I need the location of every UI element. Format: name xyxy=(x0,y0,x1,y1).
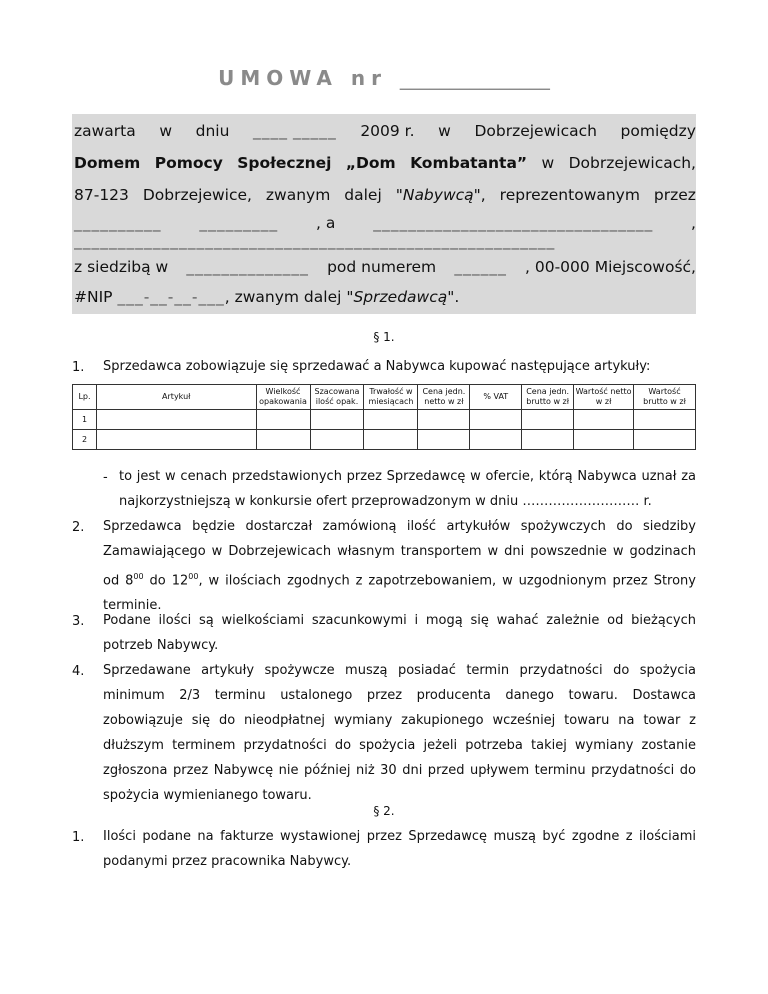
word: Dobrzejewice, xyxy=(142,186,252,204)
buyer-term: Nabywcą xyxy=(402,186,474,204)
word: zawarta xyxy=(74,122,136,140)
date-blank-2: _____ xyxy=(292,122,337,140)
nip-blank: ___-__-__-___ xyxy=(117,288,225,306)
nip-label: #NIP xyxy=(74,288,113,306)
buyer-name-part: Pomocy xyxy=(154,154,223,172)
paragraph-1: Sprzedawca zobowiązuje się sprzedawać a Nabywca kupować następujące artykuły: xyxy=(103,359,651,374)
header-cell: Wartość brutto w zł xyxy=(634,385,696,410)
header-cell: Cena jedn. netto w zł xyxy=(418,385,470,410)
table-row xyxy=(73,430,696,450)
table-cell[interactable] xyxy=(470,430,522,450)
item-number: 2. xyxy=(72,520,85,535)
place: Dobrzejewicach xyxy=(474,122,597,140)
table-cell[interactable] xyxy=(364,430,418,450)
seller-name-blank-cont: _______________________________________________________ xyxy=(74,232,556,250)
table-cell[interactable] xyxy=(96,430,256,450)
header-cell: Cena jedn. brutto w zł xyxy=(522,385,574,410)
representative-blank-1: __________ xyxy=(74,214,162,232)
word: 87-123 xyxy=(74,186,129,204)
table-row xyxy=(73,410,696,430)
table-cell[interactable] xyxy=(522,410,574,430)
buyer-name-part: Społecznej xyxy=(237,154,332,172)
table-cell[interactable] xyxy=(470,410,522,430)
word: , 00-000 Miejscowość, xyxy=(525,258,696,276)
table-cell[interactable] xyxy=(418,430,470,450)
text: Sprzedawca będzie dostarczał zamówioną ilość artykułów spożywczych do siedziby Zamawiającego w Dobrzejewicach własnym transportem w dni powszednie w godzinach od 8 xyxy=(103,519,696,589)
section-1-heading: § 1. xyxy=(373,330,395,344)
word: , a xyxy=(315,214,336,232)
table-cell[interactable] xyxy=(310,430,364,450)
item-number: 4. xyxy=(72,664,85,679)
word: przez xyxy=(653,186,696,204)
word: z siedzibą w xyxy=(74,258,169,276)
word: zwanym xyxy=(265,186,331,204)
item-number: 1. xyxy=(72,360,85,375)
table-cell[interactable] xyxy=(310,410,364,430)
document-title xyxy=(0,66,768,90)
word: dalej xyxy=(344,186,382,204)
word: reprezentowanym xyxy=(499,186,640,204)
buyer-name-part: „Dom xyxy=(345,154,396,172)
table-cell[interactable] xyxy=(574,410,634,430)
seat-blank: ______________ xyxy=(186,258,309,276)
table-cell[interactable] xyxy=(364,410,418,430)
header-line-1 xyxy=(74,122,696,140)
header-line-3 xyxy=(74,186,696,204)
representative-blank-2: _________ xyxy=(199,214,279,232)
table-cell[interactable] xyxy=(96,410,256,430)
quote: ", xyxy=(473,186,486,204)
date-blank-1: ____ xyxy=(253,122,289,140)
word: dniu xyxy=(195,122,230,140)
table-header-row xyxy=(73,385,696,410)
item-number: 1. xyxy=(72,830,85,845)
title-text: UMOWA nr xyxy=(218,66,387,90)
word: Dobrzejewicach, xyxy=(568,154,696,172)
header-cell: Wielkość opakowania xyxy=(256,385,310,410)
table-cell[interactable] xyxy=(634,410,696,430)
header-cell: Artykuł xyxy=(96,385,256,410)
header-line-4 xyxy=(74,214,696,232)
time-minutes: 00 xyxy=(133,572,144,581)
table-cell[interactable] xyxy=(574,430,634,450)
word: w xyxy=(541,154,555,172)
word: , zwanym dalej " xyxy=(224,288,354,306)
word: pod numerem xyxy=(327,258,437,276)
buyer-name-part: Domem xyxy=(74,154,141,172)
contract-number-blank: _______________ xyxy=(399,66,550,90)
row-number: 1 xyxy=(73,410,97,430)
word: pomiędzy xyxy=(620,122,696,140)
header-cell: Wartość netto w zł xyxy=(574,385,634,410)
item-number: 3. xyxy=(72,614,85,629)
year: 2009 r. xyxy=(360,122,415,140)
quote: ". xyxy=(447,288,460,306)
text: do 12 xyxy=(143,573,189,589)
table-cell[interactable] xyxy=(256,410,310,430)
header-cell: Trwałość w miesiącach xyxy=(364,385,418,410)
header-line-5 xyxy=(74,232,696,250)
paragraph-2 xyxy=(103,514,696,618)
paragraph-4: Sprzedawane artykuły spożywcze muszą posiadać termin przydatności do spożycia minimum 2/3 terminu ustalonego przez producenta danego towaru. Dostawca zobowiązuje się do nieodpłatnej wymiany zakupionego wcześniej towaru na towar z dłuższym terminem przydatności do spożycia jeżeli potrzeba takiej wymiany zostanie zgłoszona przez Nabywcę nie później niż 30 dni przed upływem terminu przydatności do spożycia wymienianego towaru. xyxy=(103,663,696,803)
header-line-6 xyxy=(74,258,696,276)
section-2-heading: § 2. xyxy=(373,804,395,818)
table-cell[interactable] xyxy=(418,410,470,430)
header-cell: Szacowana ilość opak. xyxy=(310,385,364,410)
text: , w ilościach zgodnych z zapotrzebowaniem, w uzgodnionym przez Strony terminie. xyxy=(103,573,696,614)
header-line-2 xyxy=(74,154,696,172)
table-cell[interactable] xyxy=(522,430,574,450)
quote: " xyxy=(395,186,403,204)
price-clause: to jest w cenach przedstawionych przez Sprzedawcę w ofercie, którą Nabywca uznał za najkorzystniejszą w konkursie ofert przeprowadzonym w dniu ……………………… r. xyxy=(119,469,696,509)
table-cell[interactable] xyxy=(634,430,696,450)
word: w xyxy=(438,122,451,140)
comma: , xyxy=(691,214,696,232)
word: w xyxy=(159,122,173,140)
header-line-7 xyxy=(74,288,696,306)
row-number: 2 xyxy=(73,430,97,450)
seller-name-blank: ________________________________ xyxy=(373,214,654,232)
paragraph-3: Podane ilości są wielkościami szacunkowymi i mogą się wahać zależnie od bieżących potrzeb Nabywcy. xyxy=(103,613,696,653)
dash-marker: - xyxy=(103,470,108,485)
number-blank: ______ xyxy=(454,258,507,276)
buyer-name-part: Kombatanta” xyxy=(410,154,528,172)
table-cell[interactable] xyxy=(256,430,310,450)
time-minutes: 00 xyxy=(188,572,199,581)
articles-table xyxy=(72,384,696,450)
seller-term: Sprzedawcą xyxy=(353,288,448,306)
header-cell: % VAT xyxy=(470,385,522,410)
paragraph-5: Ilości podane na fakturze wystawionej przez Sprzedawcę muszą być zgodne z ilościami podanymi przez pracownika Nabywcy. xyxy=(103,829,696,869)
header-cell: Lp. xyxy=(73,385,97,410)
